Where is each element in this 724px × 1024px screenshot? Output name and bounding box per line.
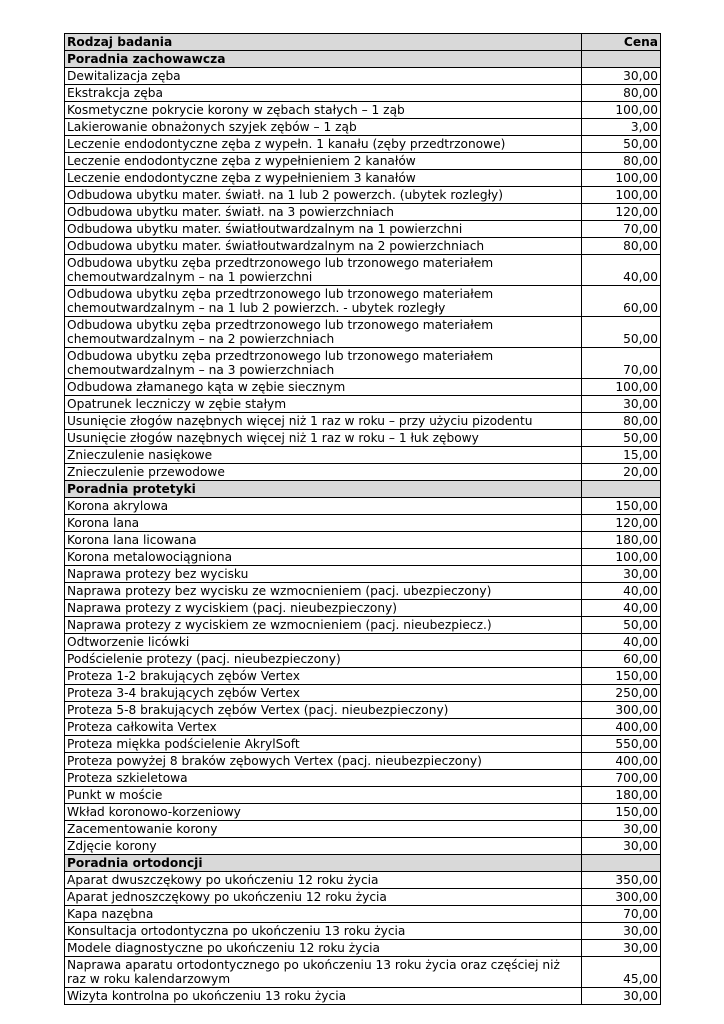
service-name-cell: Korona lana licowana xyxy=(65,532,582,549)
service-name-cell: Odbudowa ubytku mater. światł. na 3 powierzchniach xyxy=(65,204,582,221)
table-row xyxy=(65,498,661,515)
section-empty-price-cell xyxy=(582,51,661,68)
table-row xyxy=(65,668,661,685)
service-price-cell: 550,00 xyxy=(582,736,661,753)
service-price-cell: 30,00 xyxy=(582,821,661,838)
service-name-cell: Leczenie endodontyczne zęba z wypełnieniem 2 kanałów xyxy=(65,153,582,170)
table-row xyxy=(65,464,661,481)
header-name-cell: Rodzaj badania xyxy=(65,34,582,51)
service-name-cell: Aparat jednoszczękowy po ukończeniu 12 roku życia xyxy=(65,889,582,906)
table-row xyxy=(65,634,661,651)
table-row xyxy=(65,396,661,413)
table-row xyxy=(65,170,661,187)
service-name-cell: Odbudowa ubytku mater. światłoutwardzalnym na 1 powierzchni xyxy=(65,221,582,238)
service-price-cell: 40,00 xyxy=(582,600,661,617)
table-row xyxy=(65,957,661,988)
price-list-table xyxy=(64,33,661,1005)
section-title: Poradnia ortodoncji xyxy=(65,855,582,872)
service-price-cell: 400,00 xyxy=(582,753,661,770)
table-header-row xyxy=(65,34,661,51)
service-name-cell: Proteza 3-4 brakujących zębów Vertex xyxy=(65,685,582,702)
service-price-cell: 30,00 xyxy=(582,566,661,583)
table-row xyxy=(65,447,661,464)
service-price-cell: 150,00 xyxy=(582,804,661,821)
service-name-cell: Odtworzenie licówki xyxy=(65,634,582,651)
service-price-cell: 80,00 xyxy=(582,238,661,255)
service-price-cell: 60,00 xyxy=(582,651,661,668)
table-row xyxy=(65,821,661,838)
service-name-cell: Kapa nazębna xyxy=(65,906,582,923)
service-name-cell: Naprawa protezy bez wycisku ze wzmocnieniem (pacj. ubezpieczony) xyxy=(65,583,582,600)
table-row xyxy=(65,770,661,787)
service-price-cell: 30,00 xyxy=(582,838,661,855)
service-name-cell: Dewitalizacja zęba xyxy=(65,68,582,85)
table-row xyxy=(65,286,661,317)
table-row xyxy=(65,221,661,238)
service-name-cell: Leczenie endodontyczne zęba z wypełnieniem 3 kanałów xyxy=(65,170,582,187)
table-row xyxy=(65,566,661,583)
service-name-cell: Naprawa protezy z wyciskiem (pacj. nieubezpieczony) xyxy=(65,600,582,617)
service-name-cell: Wkład koronowo-korzeniowy xyxy=(65,804,582,821)
table-row xyxy=(65,753,661,770)
table-row xyxy=(65,719,661,736)
service-name-cell: Lakierowanie obnażonych szyjek zębów – 1 ząb xyxy=(65,119,582,136)
service-price-cell: 120,00 xyxy=(582,204,661,221)
service-name-cell: Leczenie endodontyczne zęba z wypełn. 1 kanału (zęby przedtrzonowe) xyxy=(65,136,582,153)
section-title: Poradnia zachowawcza xyxy=(65,51,582,68)
table-row xyxy=(65,136,661,153)
service-price-cell: 100,00 xyxy=(582,379,661,396)
service-name-cell: Punkt w moście xyxy=(65,787,582,804)
table-row xyxy=(65,889,661,906)
service-price-cell: 30,00 xyxy=(582,68,661,85)
service-name-cell: Ekstrakcja zęba xyxy=(65,85,582,102)
service-name-cell: Proteza powyżej 8 braków zębowych Vertex (pacj. nieubezpieczony) xyxy=(65,753,582,770)
service-price-cell: 60,00 xyxy=(582,286,661,317)
service-price-cell: 30,00 xyxy=(582,988,661,1005)
service-name-cell: Proteza miękka podścielenie AkrylSoft xyxy=(65,736,582,753)
table-row xyxy=(65,430,661,447)
service-name-cell: Odbudowa ubytku zęba przedtrzonowego lub trzonowego materiałem chemoutwardzalnym – na 2 powierzchniach xyxy=(65,317,582,348)
service-name-cell: Proteza całkowita Vertex xyxy=(65,719,582,736)
table-row xyxy=(65,119,661,136)
service-name-cell: Odbudowa ubytku zęba przedtrzonowego lub trzonowego materiałem chemoutwardzalnym – na 1 lub 2 powierzch. - ubytek rozległy xyxy=(65,286,582,317)
service-name-cell: Proteza szkieletowa xyxy=(65,770,582,787)
table-row xyxy=(65,187,661,204)
table-row xyxy=(65,702,661,719)
table-row xyxy=(65,617,661,634)
service-name-cell: Opatrunek leczniczy w zębie stałym xyxy=(65,396,582,413)
service-price-cell: 70,00 xyxy=(582,221,661,238)
table-row xyxy=(65,317,661,348)
service-price-cell: 40,00 xyxy=(582,255,661,286)
table-row xyxy=(65,583,661,600)
table-row xyxy=(65,838,661,855)
table-row xyxy=(65,600,661,617)
service-price-cell: 100,00 xyxy=(582,102,661,119)
service-name-cell: Usunięcie złogów nazębnych więcej niż 1 raz w roku – przy użyciu pizodentu xyxy=(65,413,582,430)
table-row xyxy=(65,532,661,549)
service-name-cell: Zacementowanie korony xyxy=(65,821,582,838)
service-name-cell: Usunięcie złogów nazębnych więcej niż 1 raz w roku – 1 łuk zębowy xyxy=(65,430,582,447)
service-name-cell: Podścielenie protezy (pacj. nieubezpieczony) xyxy=(65,651,582,668)
section-empty-price-cell xyxy=(582,481,661,498)
service-price-cell: 30,00 xyxy=(582,940,661,957)
table-row xyxy=(65,906,661,923)
section-empty-price-cell xyxy=(582,855,661,872)
table-row xyxy=(65,379,661,396)
service-price-cell: 100,00 xyxy=(582,187,661,204)
service-price-cell: 700,00 xyxy=(582,770,661,787)
service-name-cell: Zdjęcie korony xyxy=(65,838,582,855)
service-name-cell: Znieczulenie przewodowe xyxy=(65,464,582,481)
service-price-cell: 30,00 xyxy=(582,396,661,413)
service-price-cell: 120,00 xyxy=(582,515,661,532)
service-price-cell: 80,00 xyxy=(582,413,661,430)
service-name-cell: Naprawa protezy z wyciskiem ze wzmocnieniem (pacj. nieubezpiecz.) xyxy=(65,617,582,634)
service-name-cell: Kosmetyczne pokrycie korony w zębach stałych – 1 ząb xyxy=(65,102,582,119)
table-row xyxy=(65,923,661,940)
service-price-cell: 20,00 xyxy=(582,464,661,481)
table-row xyxy=(65,804,661,821)
table-row xyxy=(65,348,661,379)
service-price-cell: 50,00 xyxy=(582,136,661,153)
table-row xyxy=(65,736,661,753)
service-name-cell: Odbudowa ubytku zęba przedtrzonowego lub trzonowego materiałem chemoutwardzalnym – na 1 powierzchni xyxy=(65,255,582,286)
service-price-cell: 50,00 xyxy=(582,617,661,634)
service-price-cell: 180,00 xyxy=(582,787,661,804)
service-price-cell: 40,00 xyxy=(582,634,661,651)
table-row xyxy=(65,102,661,119)
header-price-cell: Cena xyxy=(582,34,661,51)
table-row xyxy=(65,153,661,170)
section-title: Poradnia protetyki xyxy=(65,481,582,498)
service-price-cell: 80,00 xyxy=(582,153,661,170)
service-name-cell: Wizyta kontrolna po ukończeniu 13 roku życia xyxy=(65,988,582,1005)
table-row xyxy=(65,872,661,889)
section-header-row xyxy=(65,51,661,68)
table-row xyxy=(65,515,661,532)
table-row xyxy=(65,988,661,1005)
service-name-cell: Naprawa aparatu ortodontycznego po ukończeniu 13 roku życia oraz częściej niż raz w roku kalendarzowym xyxy=(65,957,582,988)
service-price-cell: 30,00 xyxy=(582,923,661,940)
service-price-cell: 40,00 xyxy=(582,583,661,600)
service-price-cell: 300,00 xyxy=(582,889,661,906)
service-name-cell: Odbudowa ubytku mater. światł. na 1 lub 2 powerzch. (ubytek rozległy) xyxy=(65,187,582,204)
service-price-cell: 45,00 xyxy=(582,957,661,988)
service-name-cell: Aparat dwuszczękowy po ukończeniu 12 roku życia xyxy=(65,872,582,889)
service-price-cell: 350,00 xyxy=(582,872,661,889)
price-list-body xyxy=(65,34,661,1005)
service-name-cell: Proteza 1-2 brakujących zębów Vertex xyxy=(65,668,582,685)
table-row xyxy=(65,651,661,668)
service-name-cell: Korona akrylowa xyxy=(65,498,582,515)
service-name-cell: Modele diagnostyczne po ukończeniu 12 roku życia xyxy=(65,940,582,957)
table-row xyxy=(65,85,661,102)
service-name-cell: Korona lana xyxy=(65,515,582,532)
service-price-cell: 50,00 xyxy=(582,430,661,447)
service-price-cell: 100,00 xyxy=(582,170,661,187)
service-price-cell: 180,00 xyxy=(582,532,661,549)
table-row xyxy=(65,238,661,255)
service-name-cell: Naprawa protezy bez wycisku xyxy=(65,566,582,583)
service-name-cell: Znieczulenie nasiękowe xyxy=(65,447,582,464)
service-price-cell: 15,00 xyxy=(582,447,661,464)
table-row xyxy=(65,549,661,566)
service-price-cell: 50,00 xyxy=(582,317,661,348)
service-price-cell: 250,00 xyxy=(582,685,661,702)
service-price-cell: 400,00 xyxy=(582,719,661,736)
section-header-row xyxy=(65,481,661,498)
service-price-cell: 150,00 xyxy=(582,668,661,685)
service-name-cell: Proteza 5-8 brakujących zębów Vertex (pacj. nieubezpieczony) xyxy=(65,702,582,719)
table-row xyxy=(65,940,661,957)
service-name-cell: Konsultacja ortodontyczna po ukończeniu 13 roku życia xyxy=(65,923,582,940)
table-row xyxy=(65,787,661,804)
service-name-cell: Korona metalowociągniona xyxy=(65,549,582,566)
service-price-cell: 3,00 xyxy=(582,119,661,136)
service-price-cell: 70,00 xyxy=(582,906,661,923)
service-name-cell: Odbudowa ubytku zęba przedtrzonowego lub trzonowego materiałem chemoutwardzalnym – na 3 powierzchniach xyxy=(65,348,582,379)
service-price-cell: 300,00 xyxy=(582,702,661,719)
service-price-cell: 70,00 xyxy=(582,348,661,379)
table-row xyxy=(65,413,661,430)
service-price-cell: 100,00 xyxy=(582,549,661,566)
table-row xyxy=(65,685,661,702)
service-name-cell: Odbudowa ubytku mater. światłoutwardzalnym na 2 powierzchniach xyxy=(65,238,582,255)
service-price-cell: 80,00 xyxy=(582,85,661,102)
service-price-cell: 150,00 xyxy=(582,498,661,515)
service-name-cell: Odbudowa złamanego kąta w zębie siecznym xyxy=(65,379,582,396)
table-row xyxy=(65,68,661,85)
table-row xyxy=(65,255,661,286)
section-header-row xyxy=(65,855,661,872)
table-row xyxy=(65,204,661,221)
